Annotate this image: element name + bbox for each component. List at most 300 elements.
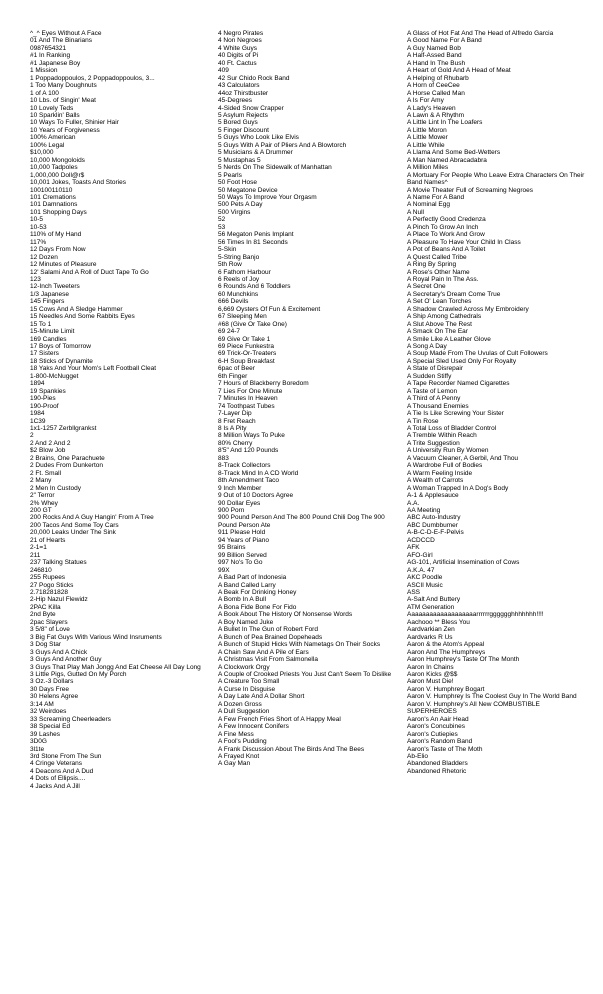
list-item: #1 In Ranking [30,52,71,60]
list-item: AKC Poodle [407,574,443,582]
list-item: 8'5" And 120 Pounds [218,447,279,455]
list-item: 169 Candles [30,335,67,343]
list-item: ASCII Music [407,581,443,589]
list-item: 2 Ft. Small [30,469,62,477]
list-item: Aaron's Taste of The Moth [407,745,483,753]
list-item: A Special Sled Used Only For Royalty [407,357,517,365]
list-item: 30 Days Free [30,685,70,693]
list-item: A Couple of Crooked Priests You Just Can't Seem To Dislike [218,670,392,678]
list-item: 8 Fret Reach [218,417,256,425]
list-item: A Ring By Spring [407,261,457,269]
list-item: A Frayed Knot [218,752,260,760]
list-item: 10 Lovely Teds [30,104,74,112]
list-item: 4 Non Negroes [218,37,262,45]
list-item: 21 of Hearts [30,536,66,544]
column-2 [218,30,402,768]
list-item: 900 Porn [218,507,245,514]
list-item: 7 Lies For One Minute [218,387,283,395]
list-item: 3 5/8" of Love [30,626,70,634]
list-item: ABC Dumbbumer [407,521,458,529]
list-item: 2 And 2 And 2 [30,439,71,447]
list-item: A Soup Made From The Uvulas of Cult Followers [407,350,548,358]
list-item: 3D0G [30,738,47,746]
list-item: 3 Guys And Another Guy [30,656,102,664]
list-item: 40 Ft. Cactus [218,59,257,67]
list-item: A Third of A Penny [407,395,461,403]
list-item: A Creature Too Small [218,678,280,686]
list-item: 17 Boys of Tomorrow [30,343,91,351]
list-item: A Fine Mess [218,730,254,738]
list-item: A Taste of Lemon [407,387,458,395]
list-item: Aaron V. Humphrey Bogart [407,685,485,693]
list-item: Aaron In Chains [407,663,454,671]
list-item: 1x1-1257 Zerbllgrankst [30,425,97,433]
list-item: A Glass of Hot Fat And The Head of Alfredo Garcia [407,30,554,37]
list-item: 6pac of Beer [218,365,255,373]
list-item: A Vacuum Cleaner, A Gerbil, And Thou [407,454,519,462]
list-item: 99X [218,566,230,574]
list-item: Aaron V. Humphrey's All New COMBUSTIBLE SUPERHEROES [407,700,540,716]
list-item: 74 Toothpast Tubes [218,402,275,410]
list-item: 2 Dudes From Dunkerton [30,462,103,470]
list-item: A Clockwork Orgy [218,663,270,671]
list-item: 17 Sisters [30,350,59,358]
list-item: A Bullet In The Gun of Robert Ford [218,626,318,634]
list-item: 6,669 Oysters Of Fun & Excitement [218,305,321,313]
list-item: Aaron's An Aair Head [407,715,469,723]
list-item: 7 Hours of Blackberry Boredom [218,380,309,388]
list-item: 90 Dollar Eyes [218,499,261,507]
list-item: A Little Moron [407,126,447,134]
list-item: A Little Lint In The Loafers [407,119,483,127]
list-item: A Fool's Pudding [218,738,267,746]
list-item: 5 Musicians & A Drummer [218,149,293,157]
list-item: 10,000 Mongoloids [30,156,85,164]
list-item: A Wealth of Carrots [407,477,464,485]
list-item: 32 Weirdoes [30,708,67,716]
list-item: 100% Legal [30,141,65,149]
list-item: A Pinch To Grow An Inch [407,223,479,231]
list-item: ^_^ Eyes Without A Face [30,30,102,37]
list-item: A Tie Is Like Screwing Your Sister [407,410,504,418]
list-item: 45-Degrees [218,97,252,105]
list-item: 4 Cringe Veterans [30,760,83,768]
list-item: 101 Shopping Days [30,208,87,216]
list-item: 10 Sparklin' Balls [30,111,80,119]
list-item: A Pot of Beans And A Toilet [407,246,486,254]
list-item: 53 [218,223,226,231]
list-item: 3 Oz.-3 Dollars [30,678,74,686]
list-item: A Chain Saw And A Pile of Ears [218,648,309,656]
list-item: 3 Little Pigs, Gutted On My Porch [30,670,127,678]
list-item: A Set O' Lean Torches [407,298,472,306]
list-item: A Boy Named Juke [218,618,274,626]
list-item: A Guy Named Bob [407,44,461,52]
list-item: A Bad Part of Indonesia [218,574,287,582]
list-item: 145 Fingers [30,298,65,306]
list-item: Aaron's Cutiepies [407,730,458,738]
list-item: 211 [30,551,41,559]
list-item: A Million Miles [407,164,449,172]
list-item: 409 [218,67,229,75]
list-item: 4 Dots of Ellipsis.... [30,775,86,783]
list-item: A Tin Rose [407,417,439,425]
list-item: 10-5 [30,216,44,224]
list-item: 69 24-7 [218,328,241,336]
list-item: 5 Pearls [218,171,242,179]
list-item: 3 Dog Star [30,641,62,649]
list-item: A Dull Suggestion [218,708,270,716]
list-item: 39 Lashes [30,730,60,738]
list-item: Aaron & the Atom's Appeal [407,641,485,649]
list-item: A Half-Assed Band [407,52,462,60]
list-item: Aachooo ** Bless You [407,618,470,626]
list-item: Aaron's Random Band [407,738,473,746]
list-item: A.A. [407,499,420,507]
list-item: 43 Calculators [218,82,260,90]
list-item: AA Meeting [407,507,441,514]
list-item: 15 To 1 [30,320,52,328]
list-item: 18 Sticks of Dynamite [30,357,93,365]
list-item: Ab-Elio [407,752,428,760]
list-item: 3 Guys And A Chick [30,648,88,656]
list-item: 40 Digits of Pi [218,52,259,60]
list-item: A Movie Theater Full of Screaming Negroes [407,186,533,194]
list-item: 3:14 AM [30,700,54,708]
list-item: 50 Megatone Device [218,186,278,194]
list-item: 5 Bored Guys [218,119,258,127]
list-item: 95 Brains [218,544,246,552]
list-item: #1 Japanese Boy [30,59,81,67]
column-1 [30,30,214,790]
list-item: 6 Reels of Joy [218,275,260,283]
list-item: A Ship Among Cathedrals [407,313,482,321]
list-item: A Woman Trapped In A Dog's Body [407,484,509,492]
list-item: 3l1te [30,745,45,753]
list-item: 67 Sleeping Men [218,313,267,321]
list-item: A Bona Fide Bone For Fido [218,603,297,611]
list-item: 5 Guys With A Pair of Pliers And A Blowtorch [218,141,347,149]
list-item: A Helping of Rhubarb [407,74,469,82]
list-item: 2-1=1 [30,544,47,552]
list-item: 237 Talking Statues [30,559,87,567]
list-item: A Heart of Gold And A Head of Meat [407,67,511,75]
list-item: ABC Auto-Industry [407,514,461,522]
list-item: 4 Deacons And A Dud [30,767,94,775]
list-item: 2-Hip Nazul Flewidz [30,596,88,604]
list-item: 56 Megaton Penis Implant [218,231,294,239]
list-item: A Lady's Heaven [407,104,456,112]
list-item: 100100110110 [30,186,73,194]
list-item: ATM Generation [407,603,455,611]
list-item: A Gay Man [218,760,251,768]
list-item: 246810 [30,566,52,574]
list-item: A Christmas Visit From Salmonella [218,656,318,664]
list-item: 1-800-McNugget [30,372,79,380]
list-item: A Thousand Enemies [407,402,469,410]
list-item: 33 Screaming Cheerleaders [30,715,111,723]
list-item: 900 Pound Person And The 800 Pound Chili Dog The 900 Pound Person Ate [218,514,385,529]
list-item: 500 Pets A Day [218,201,263,209]
list-item: A-B-C-D-E-F-Pelvis [407,529,464,537]
list-item: 60 Munchkins [218,290,259,298]
list-item: 5th Row [218,261,242,269]
list-item: A Song A Day [407,343,447,351]
list-item: Aaron's Concubines [407,723,465,731]
list-item: 6th Finger [218,372,248,380]
list-item: 7 Minutes In Heaven [218,395,278,403]
list-item: A Bunch of Pea Brained Dopeheads [218,633,323,641]
list-item: 200 GT [30,507,52,514]
list-item: A State of Disrepair [407,365,463,373]
list-item: Aaron And The Humphreys [407,648,486,656]
list-item: 2pac Slayers [30,618,68,626]
list-item: 2PAC Killa [30,603,61,611]
list-item: 10,000 Tadpoles [30,164,78,172]
list-item: 8 Million Ways To Puke [218,432,285,440]
list-item: 12 Days From Now [30,246,86,254]
list-item: $2 Blow Job [30,447,66,455]
list-item: #68 (Give Or Take One) [218,320,287,328]
list-item: 883 [218,454,229,462]
list-item: 42 Sur Chido Rock Band [218,74,290,82]
list-item: Aaron Must Die! [407,678,454,686]
list-item: A Lawn & A Rhythm [407,111,465,119]
list-item: 2.718281828 [30,588,68,596]
list-item: 101 Cremations [30,193,76,201]
list-item: 5 Mustaphas 5 [218,156,261,164]
list-item: A Wardrobe Full of Bodies [407,462,483,470]
list-item: 255 Rupees [30,574,66,582]
list-item: 1 Mission [30,67,58,75]
list-item: 5 Asylum Rejects [218,111,268,119]
list-item: 1 of A 100 [30,89,59,97]
list-item: A Few Innocent Conifers [218,723,289,731]
list-item: 10-53 [30,223,47,231]
list-item: 8 Is A Pity [218,425,247,433]
list-item: A Few French Fries Short of A Happy Meal [218,715,341,723]
list-item: A University Run By Women [407,447,489,455]
list-item: 56 Times In 81 Seconds [218,238,288,246]
list-item: 5-Skin [218,246,237,254]
list-item: 50 Foot Hose [218,179,258,187]
list-item: 997 No's To Go [218,559,263,567]
list-item: 1894 [30,380,45,388]
list-item: A Smile Like A Leather Glove [407,335,491,343]
list-item: A Band Called Larry [218,581,276,589]
list-item: 2nd Byte [30,611,56,619]
list-item: AFK [407,544,420,552]
list-item: 5-String Banjo [218,253,260,261]
list-item: A Secretary's Dream Come True [407,290,501,298]
list-item: 2 Men In Custody [30,484,81,492]
list-item: A Hand In The Bush [407,59,466,67]
list-item: 190-Pies [30,395,56,403]
list-item: A Is For Amy [407,97,444,105]
list-item: A Beak For Drinking Honey [218,588,297,596]
list-item: 19 Spankies [30,387,66,395]
list-item: 18 Yaks And Your Mom's Left Football Cleat [30,365,157,373]
list-item: 15-Minute Limit [30,328,75,336]
list-item: 190-Proof [30,402,59,410]
list-item: 50 Ways To Improve Your Orgasm [218,193,317,201]
list-item: AG-101, Artificial Insemination of Cows [407,559,520,567]
list-item: A Rose's Other Name [407,268,470,276]
list-item: A Place To Work And Grow [407,231,485,239]
list-item: 5 Finger Discount [218,126,269,134]
list-item: A Total Loss of Bladder Control [407,425,497,433]
list-item: A Day Late And A Dollar Short [218,693,305,701]
list-item: A Bunch of Stupid Hicks With Nametags On Their Socks [218,641,381,649]
list-item: 69 Trick-Or-Treaters [218,350,277,358]
list-item: 6 Fathom Harbour [218,268,271,276]
list-item: A-1 & Applesauce [407,492,459,500]
list-item: 5 Nerds On The Sidewalk of Manhattan [218,164,332,172]
list-item: 3 Guys That Play Mah Jongg And Eat Cheese All Day Long [30,663,201,671]
list-item: A Slut Above The Rest [407,320,472,328]
list-item: 01 And The Binarians [30,37,93,45]
list-item: 6-H Soup Breakfast [218,357,275,365]
list-item: 69 Give Or Take 1 [218,335,271,343]
list-item: A Warm Feeling Inside [407,469,473,477]
list-item: 123 [30,275,41,283]
list-item: 666 Devils [218,298,249,306]
list-item: 27 Pogo Sticks [30,581,74,589]
list-item: 12' Salami And A Roll of Duct Tape To Go [30,268,149,276]
list-item: 10 Years of Forgiveness [30,126,100,134]
list-item: 15 Needles And Some Rabbits Eyes [30,313,135,321]
list-item: 12 Minutes of Pleasure [30,261,97,269]
list-item: A Good Name For A Band [407,37,482,45]
list-item: A Man Named Abracadabra [407,156,487,164]
list-item: A Horse Called Man [407,89,465,97]
list-item: A-Salt And Buttery [407,596,461,604]
list-item: 101 Damnations [30,201,78,209]
list-item: A Little While [407,141,445,149]
list-item: 2% Whey [30,499,58,507]
list-item: 1,000,000 Doll@r$ [30,171,85,179]
list-item: A Sudden Stiffy [407,372,452,380]
list-item: A Trite Suggestion [407,439,460,447]
list-item: 500 Virgins [218,208,251,216]
list-item: A Curse In Disguise [218,685,276,693]
list-item: 20,000 Leaks Under The Sink [30,529,116,537]
list-item: A Bomb In A Bull [218,596,267,604]
list-item: A Mortuary For People Who Leave Extra Characters On Their Band Names^ [407,171,585,187]
list-item: 52 [218,216,226,224]
list-item: A Dozen Gross [218,700,262,708]
list-item: 8-Track Mind In A CD World [218,469,299,477]
list-item: A Tape Recorder Named Cigarettes [407,380,510,388]
list-item: Aaron Humphrey's Taste Of The Month [407,656,520,664]
list-item: A Tremble Within Reach [407,432,477,440]
list-item: 12-Inch Tweeters [30,283,80,291]
list-item: 6 Rounds And 6 Toddlers [218,283,291,291]
list-item: 200 Rocks And A Guy Hangin' From A Tree [30,514,154,522]
list-item: $10,000 [30,149,54,157]
list-item: 110% of My Hand [30,231,82,239]
list-item: 5 Guys Who Look Like Elvis [218,134,299,142]
list-item: Aardvarks R Us [407,633,453,641]
list-item: 911 Please Hold [218,529,266,537]
list-item: 7-Layer Dip [218,410,252,418]
list-item: 8-Track Collectors [218,462,271,470]
list-item: A Little Mower [407,134,448,142]
list-item: A Perfectly Good Credenza [407,216,486,224]
list-item: Aardvarkian Zen [407,626,455,634]
list-item: A Quest Called Tribe [407,253,467,261]
list-item: ACDCCD [407,536,435,544]
list-item: 1 Too Many Doughnuts [30,82,97,90]
list-item: 4 Jacks And A Jill [30,782,80,790]
list-item: 99 Billion Served [218,551,267,559]
list-item: AFO-Girl [407,551,433,559]
list-item: A Frank Discussion About The Birds And The Bees [218,745,365,753]
list-item: 117% [30,238,47,246]
list-item: A Nominal Egg [407,201,450,209]
list-item: A Secret One [407,283,446,291]
list-item: 4 White Guys [218,44,258,52]
list-item: 2 Brains, One Parachuete [30,454,105,462]
list-item: 2 [30,432,34,440]
list-item: 1 Poppadoppoulos, 2 Poppadoppoulos, 3... [30,74,155,82]
list-item: A Horn of CeeCee [407,82,460,90]
list-item: A Name For A Band [407,193,465,201]
list-item: 12 Dozen [30,253,58,261]
list-item: 38 Special Ed [30,723,71,731]
list-item: ASS [407,588,421,596]
list-item: Abandoned Rhetoric [407,767,467,775]
list-item: A Smack On The Ear [407,328,468,336]
list-item: 9 Out of 10 Doctors Agree [218,492,294,500]
list-item: 2 Many [30,477,52,485]
list-item: 69 Piece Funkestra [218,343,275,351]
list-item: 8th Amendment Taco [218,477,279,485]
list-item: A Book About The History Of Nonsense Words [218,611,353,619]
list-item: 4 Negro Pirates [218,30,264,37]
list-item: 1C39 [30,417,46,425]
list-item: 9 Inch Member [218,484,262,492]
list-item: 4-Sided Snow Crapper [218,104,284,112]
column-3 [407,30,591,775]
list-item: 0987654321 [30,44,67,52]
list-item: 30 Helens Agree [30,693,79,701]
list-item: 10 Ways To Fuller, Shinier Hair [30,119,119,127]
list-item: A Pleasure To Have Your Child In Class [407,238,521,246]
list-item: Aaaaaaaaaaaaaaaaaaarrrrrrgggggghhhhhhh!!!! [407,611,544,619]
list-item: 100% American [30,134,76,142]
list-item: Aaron V. Humphrey Is The Coolest Guy In The World Band [407,693,577,701]
list-item: 10 Lbs. of Singin' Meat [30,97,96,105]
list-item: 3rd Stone From The Sun [30,752,102,760]
list-item: A Llama And Some Bed-Wetters [407,149,501,157]
list-item: Abandoned Bladders [407,760,468,768]
list-item: 94 Years of Piano [218,536,269,544]
list-item: 15 Cows And A Sledge Hammer [30,305,123,313]
list-item: 80% Cherry [218,439,253,447]
list-item: 200 Tacos And Some Toy Cars [30,521,119,529]
list-item: 2" Terror [30,492,55,500]
list-item: 1984 [30,410,45,418]
list-item: 1/3 Japanese [30,290,70,298]
list-item: Aaron Kicks @$$ [407,670,458,678]
list-item: A.K.A. 47 [407,566,435,574]
list-item: 10,001 Jokes, Toasts And Stories [30,179,126,187]
list-item: 3 Big Fat Guys With Various Wind Insruments [30,633,162,641]
list-item: 44oz Thirstbuster [218,89,269,97]
list-item: A Null [407,208,424,216]
list-item: A Royal Pain In The Ass. [407,275,479,283]
